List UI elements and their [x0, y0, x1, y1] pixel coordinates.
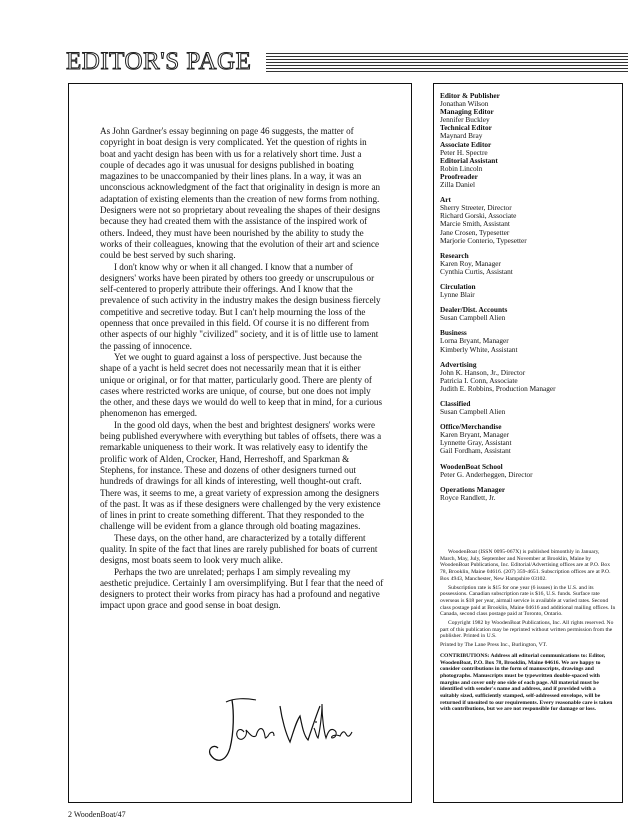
- masthead-name: Jennifer Buckley: [440, 115, 490, 125]
- masthead-name: Patricia I. Conn, Associate: [440, 375, 518, 385]
- contributions-notice: CONTRIBUTIONS: Address all editorial communications to: Editor, WoodenBoat, P.O. Box 78, Brooklin, Maine 04616. We are happy to consider contributions in the form of manuscripts, drawings and photographs. Manuscripts must be typewritten double-spaced with margins and cover only one side of each page. All material must be identified with sender's name and address, and if provided with a suitably sized, sufficiently stamped, self-addressed envelope, will be returned if unsuited to our requirements. Every reasonable care is taken with contributions, but we are not responsible for damage or loss.: [440, 652, 613, 713]
- masthead-name: Karen Bryant, Manager: [440, 430, 510, 440]
- page-header: [66, 50, 628, 74]
- article-paragraph: As John Gardner's essay beginning on page 46 suggests, the matter of copyright in boat design is very complicated. Yet the question of rights in boat and yacht design has been with us for a relatively short time. Just a couple of decades ago it was unusual for designs published in boating magazines to be unaccompanied by their lines plans. In a way, it was an unconscious acknowledgment of the fact that originality in design is more an adaptation of existing elements than the creation of new forms from nothing. Designers were not so proprietary about revealing the shapes of their designs because they had created them with the assistance of the inspired work of others. Indeed, they must have been nourished by the ability to study the works of their colleagues, knowing that the evolution of their art and science could be best served by such sharing.: [100, 126, 381, 261]
- masthead-name: Judith E. Robbins, Production Manager: [440, 383, 556, 393]
- masthead-role: Technical Editor: [440, 123, 492, 133]
- masthead-name: Karen Roy, Manager: [440, 258, 501, 268]
- masthead-name: Lynne Blair: [440, 290, 475, 300]
- publication-info: [440, 549, 616, 715]
- article-paragraph: Yet we ought to guard against a loss of perspective. Just because the shape of a yacht is held secret does not necessarily mean that it is either unique or original, or for that matter, particularly good. There are plenty of cases where restricted works are unique, of course, but one does not imply the other, and these days we would do well to keep that in mind, for a curious phenomenon has emerged.: [100, 351, 382, 419]
- masthead-classified: [440, 400, 618, 416]
- masthead-name: Zilla Daniel: [440, 180, 476, 190]
- masthead-name: Peter G. Anderheggen, Director: [440, 469, 533, 479]
- masthead-name: Jane Crosen, Typesetter: [440, 227, 510, 237]
- copyright-notice: Copyright 1982 by WoodenBoat Publications, Inc. All rights reserved. No part of this publication may be reprinted without written permission from the publisher. Printed in U.S.: [440, 620, 614, 640]
- masthead-name: Lynnette Gray, Assistant: [440, 438, 512, 448]
- masthead: [440, 92, 618, 509]
- masthead-heading: WoodenBoat School: [440, 461, 503, 471]
- masthead-name: Peter H. Spectre: [440, 147, 488, 157]
- masthead-name: Marjorie Conterio, Typesetter: [440, 235, 527, 245]
- masthead-name: Royce Randlett, Jr.: [440, 492, 496, 502]
- masthead-school: [440, 463, 618, 479]
- masthead-heading: Classified: [440, 399, 471, 408]
- editor-signature: [204, 692, 354, 770]
- masthead-role: Proofreader: [440, 171, 478, 181]
- masthead-role: Editor & Publisher: [440, 91, 500, 100]
- masthead-office: [440, 423, 618, 455]
- masthead-name: Sherry Streeter, Director: [440, 203, 512, 213]
- page-folio: 2 WoodenBoat/47: [68, 810, 126, 819]
- masthead-name: Cynthia Curtis, Assistant: [440, 266, 513, 276]
- masthead-heading: Circulation: [440, 281, 476, 291]
- masthead-name: Kimberly White, Assistant: [440, 344, 518, 354]
- masthead-name: Susan Campbell Alien: [440, 313, 506, 323]
- masthead-name: Jonathan Wilson: [440, 99, 489, 109]
- page-title: EDITOR'S PAGE: [66, 48, 252, 75]
- masthead-business: [440, 329, 618, 353]
- masthead-heading: Research: [440, 250, 469, 260]
- masthead-name: Gail Fordham, Assistant: [440, 446, 511, 456]
- masthead-research: [440, 252, 618, 276]
- masthead-role: Managing Editor: [440, 107, 494, 117]
- article-paragraph: In the good old days, when the best and brightest designers' works were being published everywhere with everything but tables of offsets, there was a remarkable uniqueness to their work. It was relatively easy to identify the prolific work of Alden, Crocker, Hand, Herreshoff, and Sparkman & Stephens, for instance. These and dozens of other designers turned out hundreds of drawings for all kinds of interesting, well thought-out craft. There was, it seems to me, a great variety of expression among the designers of the past. It was as if these designers were challenged by the very existence of lines in print to create something different. That they responded to the challenge will be evident from a glance through old boating magazines.: [100, 419, 382, 532]
- masthead-name: Lorna Bryant, Manager: [440, 336, 509, 346]
- masthead-heading: Art: [440, 195, 451, 205]
- printer-credit: Printed by The Lane Press Inc., Burlington, VT.: [440, 642, 548, 649]
- article-paragraph: I don't know why or when it all changed. I know that a number of designers' works have been pirated by others too greedy or unscrupulous or self-centered to properly attribute their offerings. And I know that the prevalence of such activity in the industry makes the design business fiercely competitive and secretive today. But I can't help mourning the loss of the openness that once prevailed in this field. Of course it is no different from other aspects of our highly "civilized" society, and it is of little use to lament the passing of innocence.: [100, 261, 381, 351]
- masthead-role: Associate Editor: [440, 139, 492, 149]
- masthead-heading: Advertising: [440, 359, 477, 369]
- article-paragraph: These days, on the other hand, are characterized by a totally different quality. In spite of the fact that lines are rarely published for boats of current designs, most boats seem to look very much alike.: [100, 532, 378, 566]
- masthead-heading: Dealer/Dist. Accounts: [440, 305, 508, 315]
- masthead-art: [440, 196, 618, 245]
- masthead-name: John K. Hanson, Jr., Director: [440, 367, 526, 377]
- masthead-name: Robin Lincoln: [440, 163, 483, 173]
- masthead-editorial: [440, 92, 618, 189]
- subscription-rates: Subscription rate is $15 for one year (6 issues) in the U.S. and its possessions. Canadian subscription rate is $16, U.S. funds. Surface rate overseas is $18 per year, airmail service is available at varied rates. Second class postage paid at Brooklin, Maine 04616 and additional mailing offices. In Canada, second class postage paid at Toronto, Ontario.: [440, 584, 616, 618]
- masthead-name: Maynard Bray: [440, 131, 483, 141]
- masthead-name: Richard Gorski, Associate: [440, 211, 517, 221]
- masthead-advertising: [440, 361, 618, 393]
- masthead-operations: [440, 486, 618, 502]
- article-paragraph: Perhaps the two are unrelated; perhaps I am simply revealing my aesthetic prejudice. Certainly I am oversimplifying. But I fear that the need of designers to protect their works from piracy has had a profound and negative impact upon grace and good sense in boat design.: [100, 566, 384, 611]
- masthead-heading: Office/Merchandise: [440, 422, 502, 432]
- masthead-name: Marcie Smith, Assistant: [440, 219, 510, 229]
- masthead-dealer-accounts: [440, 306, 618, 322]
- masthead-role: Editorial Assistant: [440, 155, 498, 165]
- masthead-circulation: [440, 283, 618, 299]
- masthead-name: Susan Campbell Alien: [440, 407, 506, 417]
- masthead-heading: Operations Manager: [440, 484, 506, 494]
- masthead-heading: Business: [440, 328, 467, 338]
- editorial-article: [100, 126, 384, 612]
- header-rule-lines: [266, 53, 628, 72]
- publication-statement: WoodenBoat (ISSN 0095-067X) is published bimonthly in January, March, May, July, September and November at Brooklin, Maine by WoodenBoat Publications, Inc. Editorial/Advertising offices are at P.O. Box 78, Brooklin, Maine 04616. (207) 359-4651. Subscription offices are at P.O. Box 4943, Manchester, New Hampshire 03102.: [440, 549, 611, 582]
